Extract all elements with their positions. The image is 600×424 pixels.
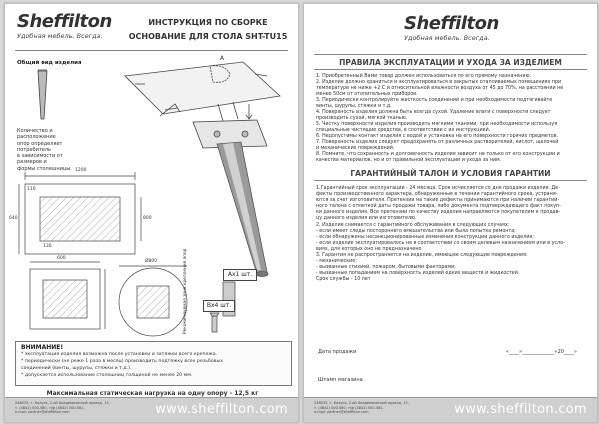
rule-line: 8. Помните, что сохранность и долговечность изделия зависит не только от его конструкции и [316,152,560,157]
warranty-line: фекты производственного характера, обнаруженные в течении гарантийного срока, устраня- [316,192,558,198]
care-warranty-page [303,3,598,423]
rule-line: специальные чистящие средства, в соответствии с их инструкцией. [316,128,491,133]
warranty-line: виях, для которых оно не предназначено [316,246,422,252]
dim-110: 110 [27,187,36,192]
warranty-line: - механические; [316,259,357,265]
warranty-line: ются за счет изготовителя. Претензии на такие дефекты принимаются при наличии гарантий- [316,198,560,204]
warranty-line: - вызванные стихией, пожаром, бытовыми факторами; [316,265,456,271]
callout-a: А [220,55,225,62]
warranty-line: - если имеет следы постороннего вмешательства или была попытка ремонта; [316,228,516,234]
brand-logo [404,14,499,42]
max-load-note: Максимальная статическая нагрузка на одну опору - 12,5 кг [46,390,259,397]
page-footer [304,397,597,422]
title-line-2: ОСНОВАНИЕ ДЛЯ СТОЛА SHT-TU15 [128,32,288,41]
brand-tagline: Удобная мебель. Всегда. [404,34,490,42]
top-view-square [30,262,105,329]
dim-1200: 1200 [75,168,87,173]
footer-address: 248033, г. Калуга, 2-ой Академический проезд, 13, т. (4842) 500-580, т/ф (4842) 500-581, e-mail: partner@sheffilton.com [314,401,409,415]
vertical-zone-note: Рекомендуемая зона крепления опор [183,248,188,334]
brand-name: Sheffilton [17,11,112,32]
footer-website: www.sheffilton.com [454,402,587,417]
sale-date-label: Дата продажи [318,349,357,355]
dim-800: 800 [143,216,152,221]
warranty-line: - если изделие эксплуатировалось не в соответствии со своим целевым назначением или в усло- [316,240,565,246]
attention-line: * периодически (не реже 1 раза в месяц) производить подтяжку всех резьбовых [21,359,224,364]
rule-line: 5. Чистку поверхности изделия производить мягкими тканями, при необходимости используя [316,122,558,127]
rule-line: 6. Недопустимы контакт изделия с водой и установка на его поверхности горячих предметов. [316,134,558,139]
warranty-title: ГАРАНТИЙНЫЙ ТАЛОН И УСЛОВИЯ ГАРАНТИИ [350,169,551,178]
warranty-line: Срок службы - 10 лет [316,277,371,283]
care-rules-list [316,74,588,164]
header-divider [314,54,587,55]
assembly-instruction-page [4,3,299,423]
screw-b [210,313,219,332]
warranty-line: цу данного изделия или изготовителю. [316,216,417,222]
assembly-arrows [246,104,252,119]
warranty-conditions [316,186,588,284]
warranty-line: ного талона с отметкой даты продажи товара, либо документа подтверждающего факт покуп- [316,204,561,210]
attention-line: * эксплуатация изделия возможна после установки и затяжки всего крепежа. [21,352,218,357]
rule-line: 4. Поверхность изделия должна быть всегда сухой. Удаление влаги с поверхности следует [316,110,551,115]
attention-box [15,341,292,386]
sale-date-field: «____»_____________«20____» [505,349,577,355]
warranty-line: - вызванные попаданием на поверхность изделий едких веществ и жидкостей. [316,271,520,277]
warranty-line: ки данного изделия. Все претензии по качеству изделия направляются покупателем к продав- [316,210,561,216]
title-line-1: ИНСТРУКЦИЯ ПО СБОРКЕ [148,18,268,27]
rule-line: 3. Периодически контролируйте жесткость соединений и при необходимости подтягивайте [316,98,553,103]
section-divider [314,69,587,70]
attention-line: соединений (винты, шурупы, стяжки и т.д.). [21,366,132,371]
rule-line: 2. Изделие должно храниться и эксплуатироваться в закрытых отапливаемых помещениях при [316,80,562,85]
footer-website: www.sheffilton.com [155,402,288,417]
dim-640: 640 [9,216,18,221]
placement-description: Количество и расположение опор определяет потребитель в зависимости от размеров и формы столешницы. [17,128,72,172]
table-perspective-view [125,62,280,121]
qty-bx4: Вх4 шт. [203,300,235,312]
top-view-round [119,266,187,336]
dim-600: 600 [57,256,66,261]
warranty-line: - если обнаружены несанкционированные изменения конструкции данного изделия; [316,234,534,240]
brand-tagline: Удобная мебель. Всегда. [17,32,103,40]
rule-line: винты, шурупы, стяжки и т.д. [316,104,392,109]
rule-line: менее 50см от отопительных приборов. [316,92,418,97]
top-view-rectangular [19,172,141,254]
warranty-line: 2. Изделие снимается с гарантийного обслуживания в следующих случаях: [316,222,510,228]
large-leg [217,142,268,277]
attention-line: * допускается использование столешниц толщиной не менее 20 мм. [21,373,193,378]
rule-line: и механических повреждений. [316,146,395,151]
rule-line: качества материалов, но и от правильной эксплуатации и ухода за ним. [316,158,502,163]
brand-name: Sheffilton [404,13,499,34]
general-view-leg [38,70,47,119]
care-rules-title: ПРАВИЛА ЭКСПЛУАТАЦИИ И УХОДА ЗА ИЗДЕЛИЕМ [339,58,562,67]
assembly-drawing [5,4,298,344]
rule-line: температуре не ниже +2 С и относительной влажности воздуха от 45 до 70%, на расстоянии не [316,86,564,91]
footer-address: 248033, г. Калуга, 2-ой Академический проезд, 13, т. (4842) 500-580, т/ф (4842) 500-581, e-mail: partner@sheffilton.com [15,401,110,415]
rule-line: 1. Приобретенный Вами товар должен использоваться по его прямому назначению. [316,74,532,79]
dim-130: 130 [43,244,52,249]
store-stamp-label: Штамп магазина [318,377,363,383]
general-view-label: Общий вид изделия [17,60,82,66]
attention-title: ВНИМАНИЕ! [21,344,64,351]
page-footer [5,397,298,422]
section-divider [314,180,587,181]
dim-diam800: Ø800 [145,259,158,264]
qty-ax1: Ах1 шт. [223,269,257,281]
rule-line: 7. Поверхность изделия следует предохранять от различных растворителей, кислот, щелочей [316,140,559,145]
warranty-line: 3. Гарантия не распространяется на изделие, имеющее следующие повреждения: [316,253,528,259]
warranty-line: 1.Гарантийный срок эксплуатации - 24 месяца. Срок исчисляется со дня продажи изделия. Де- [316,186,560,191]
rule-line: производить сухой, мягкой тканью. [316,116,408,121]
